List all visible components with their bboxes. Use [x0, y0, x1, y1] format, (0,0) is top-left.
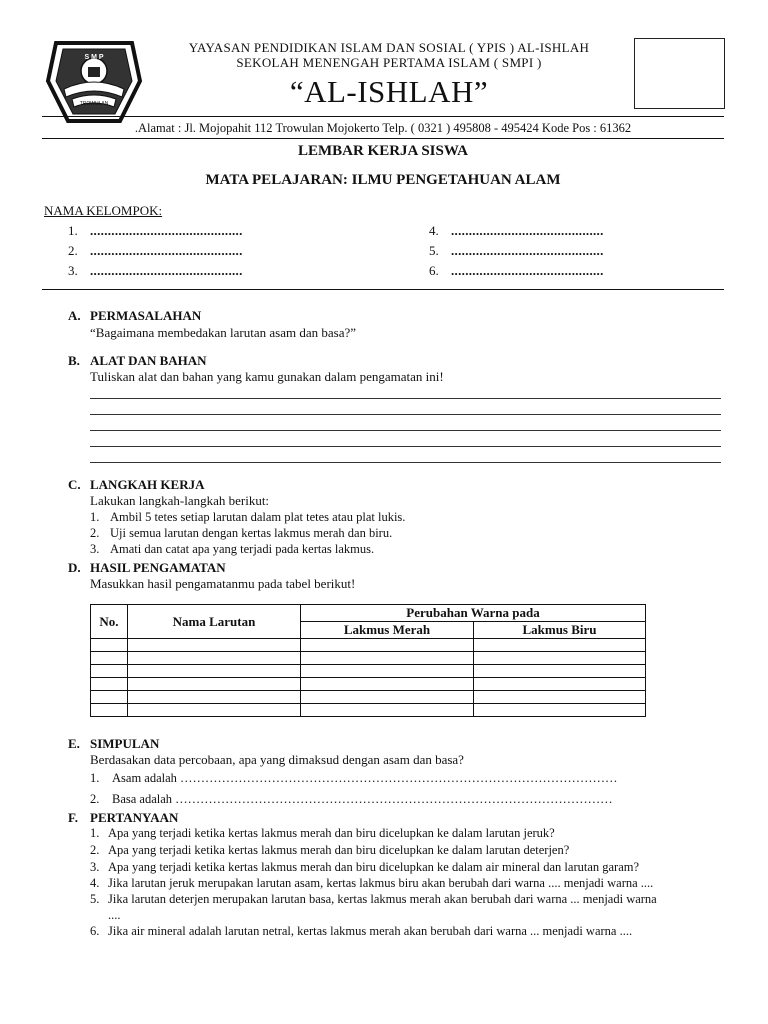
- section-b-instruction: Tuliskan alat dan bahan yang kamu gunakan dalam pengamatan ini!: [90, 369, 444, 384]
- table-row[interactable]: [91, 704, 646, 717]
- school-address: .Alamat : Jl. Mojopahit 112 Trowulan Mojokerto Telp. ( 0321 ) 495808 - 495424 Kode Pos : 61362: [134, 121, 632, 135]
- section-b-heading: B. ALAT DAN BAHAN: [68, 353, 207, 368]
- table-row[interactable]: [91, 665, 646, 678]
- question-item: 1. Apa yang terjadi ketika kertas lakmus merah dan biru dicelupkan ke dalam larutan jeruk?: [90, 826, 555, 840]
- observation-table: [90, 604, 646, 717]
- col-no: No.: [91, 605, 128, 639]
- photo-box: [634, 38, 725, 109]
- worksheet-title: LEMBAR KERJA SISWA: [297, 143, 469, 159]
- group-label: NAMA KELOMPOK:: [44, 203, 163, 218]
- question-item: 5. Jika larutan deterjen merupakan larutan basa, kertas lakmus merah akan berubah dari warna ... menjadi warna: [90, 892, 657, 906]
- table-row[interactable]: [91, 691, 646, 704]
- step-item: 1. Ambil 5 tetes setiap larutan dalam plat tetes atau plat lukis.: [90, 510, 406, 524]
- section-d-instruction: Masukkan hasil pengamatanmu pada tabel berikut!: [90, 576, 356, 591]
- table-row[interactable]: [91, 652, 646, 665]
- school-name: “AL-ISHLAH”: [289, 74, 489, 109]
- section-f-heading: F. PERTANYAAN: [68, 810, 179, 825]
- table-row[interactable]: [91, 678, 646, 691]
- answer-line[interactable]: [90, 446, 721, 447]
- question-item: 3. Apa yang terjadi ketika kertas lakmus merah dan biru dicelupkan ke dalam air mineral dan larutan garam?: [90, 860, 640, 874]
- answer-line[interactable]: [90, 430, 721, 431]
- answer-line[interactable]: [90, 414, 721, 415]
- section-d-heading: D. HASIL PENGAMATAN: [68, 560, 226, 575]
- step-item: 2. Uji semua larutan dengan kertas lakmus merah dan biru.: [90, 526, 393, 540]
- member-2[interactable]: 2. ...........................................: [68, 243, 243, 258]
- acid-definition[interactable]: 1. Asam adalah ……………………………………………………………………………………………: [90, 771, 618, 785]
- question-item: 6. Jika air mineral adalah larutan netral, kertas lakmus merah akan berubah dari warna ... menjadi warna ....: [90, 924, 633, 938]
- member-6[interactable]: 6. ...........................................: [429, 263, 604, 278]
- school-logo: [44, 37, 144, 125]
- section-e-question: Berdasakan data percobaan, apa yang dimaksud dengan asam dan basa?: [90, 752, 464, 767]
- logo-top-text: S M P: [84, 54, 104, 61]
- foundation-name: YAYASAN PENDIDIKAN ISLAM DAN SOSIAL ( YPIS ) AL-ISHLAH: [188, 40, 590, 55]
- member-1[interactable]: 1. ...........................................: [68, 223, 243, 238]
- section-a-question: “Bagaimana membedakan larutan asam dan basa?”: [90, 325, 357, 340]
- col-blue-litmus: Lakmus Biru: [474, 622, 646, 639]
- member-4[interactable]: 4. ...........................................: [429, 223, 604, 238]
- section-c-heading: C. LANGKAH KERJA: [68, 477, 205, 492]
- member-3[interactable]: 3. ...........................................: [68, 263, 243, 278]
- section-e-heading: E. SIMPULAN: [68, 736, 160, 751]
- subject-title: MATA PELAJARAN: ILMU PENGETAHUAN ALAM: [205, 172, 561, 188]
- col-red-litmus: Lakmus Merah: [301, 622, 474, 639]
- table-row[interactable]: [91, 639, 646, 652]
- logo-bottom-text: TROWULAN: [79, 101, 109, 107]
- section-a-heading: A. PERMASALAHAN: [68, 308, 202, 323]
- base-definition[interactable]: 2. Basa adalah ……………………………………………………………………………………………: [90, 792, 613, 806]
- member-5[interactable]: 5. ...........................................: [429, 243, 604, 258]
- header-rule-bottom: [42, 138, 724, 139]
- question-item: 2. Apa yang terjadi ketika kertas lakmus merah dan biru dicelupkan ke dalam larutan deterjen?: [90, 843, 570, 857]
- answer-line[interactable]: [90, 462, 721, 463]
- question-item-cont: ....: [108, 908, 121, 922]
- school-level: SEKOLAH MENENGAH PERTAMA ISLAM ( SMPI ): [236, 55, 542, 70]
- step-item: 3. Amati dan catat apa yang terjadi pada kertas lakmus.: [90, 542, 375, 556]
- section-c-instruction: Lakukan langkah-langkah berikut:: [90, 493, 270, 508]
- col-change: Perubahan Warna pada: [301, 605, 646, 622]
- answer-line[interactable]: [90, 398, 721, 399]
- section-divider: [42, 289, 724, 290]
- question-item: 4. Jika larutan jeruk merupakan larutan asam, kertas lakmus biru akan berubah dari warna .... menjadi warna ....: [90, 876, 654, 890]
- header-rule-top: [42, 116, 724, 117]
- col-name: Nama Larutan: [128, 605, 301, 639]
